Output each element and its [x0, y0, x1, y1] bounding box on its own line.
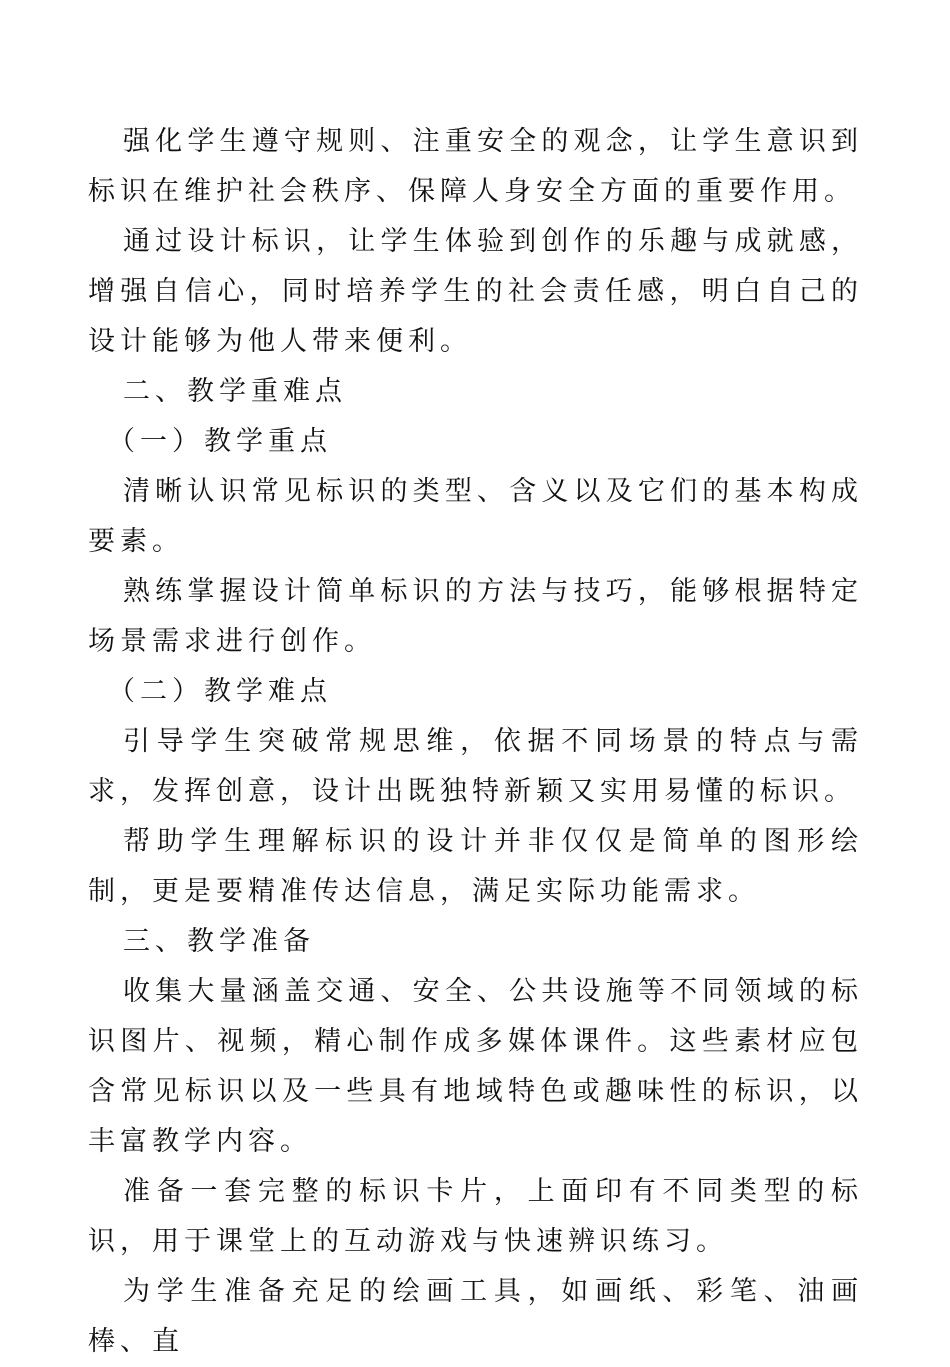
paragraph-safety-awareness: 强化学生遵守规则、注重安全的观念，让学生意识到标识在维护社会秩序、保障人身安全方面的重要作用。 — [88, 126, 863, 207]
paragraph-creative-thinking: 引导学生突破常规思维，依据不同场景的特点与需求，发挥创意，设计出既独特新颖又实用易懂的标识。 — [88, 726, 863, 807]
paragraph-collect-materials: 收集大量涵盖交通、安全、公共设施等不同领域的标识图片、视频，精心制作成多媒体课件。这些素材应包含常见标识以及一些具有地域特色或趣味性的标识，以丰富教学内容。 — [88, 976, 863, 1157]
paragraph-master-design: 熟练掌握设计简单标识的方法与技巧，能够根据特定场景需求进行创作。 — [88, 576, 863, 657]
section-heading-teaching-preparation: 三、教学准备 — [123, 926, 315, 957]
paragraph-sign-cards: 准备一套完整的标识卡片，上面印有不同类型的标识，用于课堂上的互动游戏与快速辨识练习。 — [88, 1176, 863, 1257]
paragraph-design-confidence: 通过设计标识，让学生体验到创作的乐趣与成就感，增强自信心，同时培养学生的社会责任感，明白自己的设计能够为他人带来便利。 — [88, 226, 863, 357]
paragraph-drawing-tools: 为学生准备充足的绘画工具，如画纸、彩笔、油画棒、直 — [88, 1276, 863, 1357]
section-heading-key-difficult-points: 二、教学重难点 — [123, 376, 347, 407]
paragraph-recognize-signs: 清晰认识常见标识的类型、含义以及它们的基本构成要素。 — [88, 476, 863, 557]
paragraph-convey-information: 帮助学生理解标识的设计并非仅仅是简单的图形绘制，更是要精准传达信息，满足实际功能需求。 — [88, 826, 863, 907]
document-body — [88, 117, 863, 1367]
subheading-teaching-difficulty: （二）教学难点 — [108, 676, 332, 707]
subheading-teaching-focus: （一）教学重点 — [108, 426, 332, 457]
